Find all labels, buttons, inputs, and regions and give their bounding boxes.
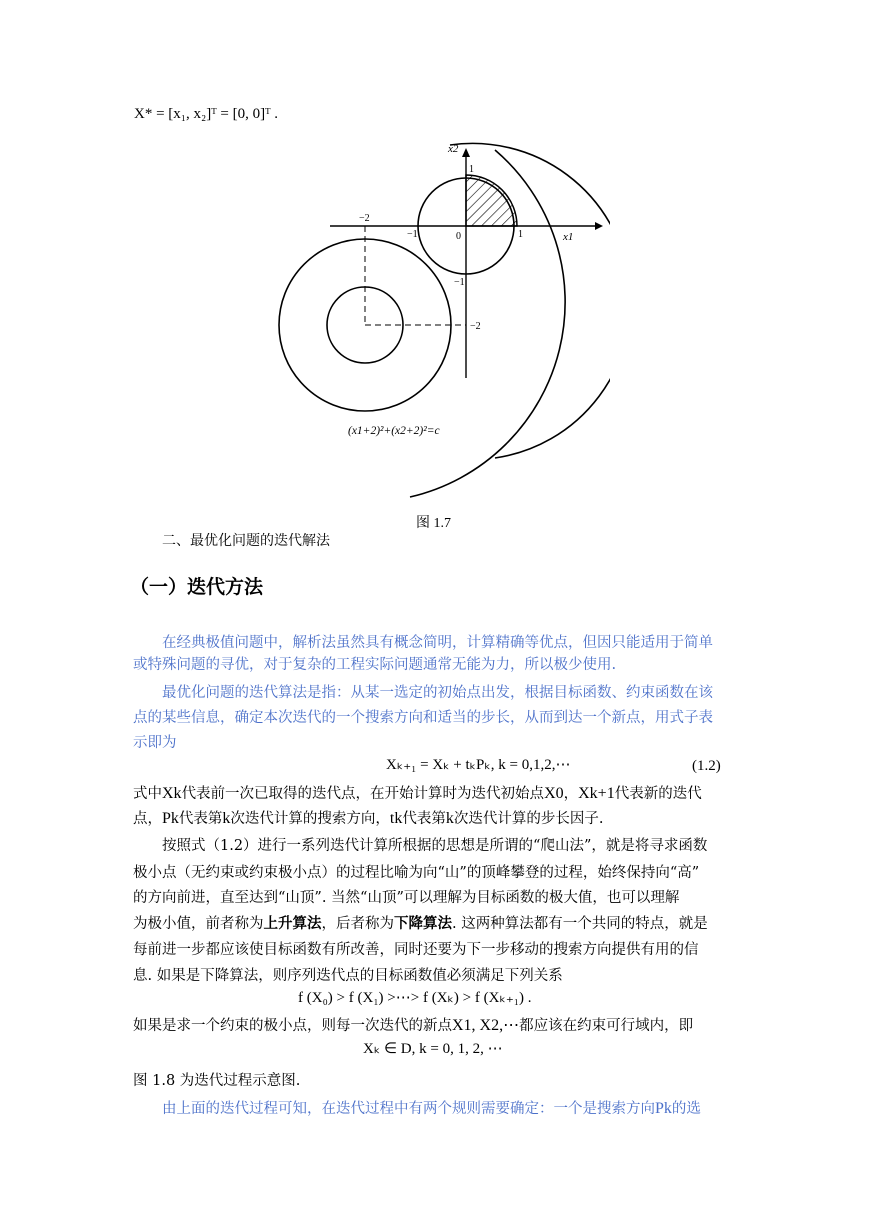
text-segment: 代表前一次已取得的迭代点，在开始计算时为迭代初始点 [181,786,545,802]
paragraph-4-line-5: 每前进一步都应该使目标函数有所改善，同时还要为下一步移动的搜索方向提供有用的信 [133,942,699,958]
tick-label-neg2-x: −2 [359,213,370,224]
paragraph-2-line-1: 最优化问题的迭代算法是指：从某一选定的初始点出发，根据目标函数、约束函数在该 [162,685,713,701]
symbol-x1-x2: X1, X2,⋯ [452,1017,520,1034]
top-equation: X* = [x₁, x₂]ᵀ = [0, 0]ᵀ . [134,106,279,122]
paragraph-3-line-1 [133,781,702,807]
paragraph-1-line-2: 或特殊问题的寻优，对于复杂的工程实际问题通常无能为力，所以极少使用. [133,657,617,673]
paragraph-6-line-1: 图 1.8 为迭代过程示意图. [133,1073,301,1089]
equation-descent-chain: f (X₀) > f (X₁) >⋯> f (Xₖ) > f (Xₖ₊₁) . [298,990,532,1006]
text-segment: 如果是求一个约束的极小点，则每一次迭代的新点 [133,1018,452,1034]
paragraph-4-line-2: 极小点（无约束或约束极小点）的过程比喻为向“山”的顶峰攀登的过程，始终保持向“高” [133,865,700,881]
equation-1-2-number: (1.2) [692,758,721,774]
text-segment: ， [563,786,579,802]
axis-label-x1: x1 [563,231,574,243]
tick-label-neg1-y: −1 [454,277,465,288]
y-axis-arrow [462,148,470,157]
tick-label-one-x: 1 [518,229,523,240]
symbol-k: k [222,810,231,827]
paragraph-2-line-2: 点的某些信息，确定本次迭代的一个搜索方向和适当的步长，从而到达一个新点，用式子表 [133,710,713,726]
paragraph-4-line-1: 按照式（1.2）进行一系列迭代计算所根据的思想是所谓的“爬山法”，就是将寻求函数 [162,838,708,854]
symbol-tk: tk [389,810,403,827]
text-segment: 都应该在约束可行域内，即 [519,1018,694,1034]
text-segment: 式中 [133,786,162,802]
contour-equation-label: (x1+2)²+(x2+2)²=c [348,425,440,437]
paragraph-7-line-1 [162,1096,701,1122]
symbol-k: k [445,810,454,827]
tick-label-neg2-y: −2 [470,321,481,332]
equation-1-2: Xₖ₊₁ = Xₖ + tₖPₖ, k = 0,1,2,⋯ [386,757,571,773]
text-segment: 代表第 [178,811,223,827]
section-heading: 二、最优化问题的迭代解法 [162,533,330,549]
text-segment: 代表新的迭代 [614,786,702,802]
paragraph-3-line-2 [133,806,603,832]
paragraph-2-line-3: 示即为 [133,735,177,751]
text-segment: 的选 [671,1101,701,1117]
paragraph-4-line-6: 息. 如果是下降算法，则序列迭代点的目标函数值必须满足下列关系 [133,968,563,984]
symbol-xk1: Xk+1 [578,785,615,802]
figure-1-7-contour-plot [270,140,610,510]
tick-label-one-y: 1 [469,164,474,175]
axis-label-x2: x2 [448,143,459,155]
feasible-region-hatch [466,175,517,226]
paragraph-4-line-4 [133,911,708,937]
text-segment: . 这两种算法都有一个共同的特点，就是 [452,916,708,932]
paragraph-1-line-1: 在经典极值问题中，解析法虽然具有概念简明，计算精确等优点，但因只能适用于简单 [162,635,713,651]
subsection-heading: （一）迭代方法 [130,576,264,598]
text-segment: 为极小值，前者称为 [133,916,264,932]
term-descent-algorithm: 下降算法 [394,915,452,932]
term-ascent-algorithm: 上升算法 [263,915,322,932]
symbol-xk: Xk [162,785,182,802]
symbol-x0: X0 [544,785,564,802]
text-segment: 由上面的迭代过程可知，在迭代过程中有两个规则需要确定：一个是搜索方向 [162,1101,655,1117]
tick-label-zero: 0 [456,231,461,242]
text-segment: 次迭代计算的步长因子. [453,811,604,827]
text-segment: 次迭代计算的搜索方向， [230,811,390,827]
paragraph-4-line-3: 的方向前进，直至达到“山顶”. 当然“山顶”可以理解为目标函数的极大值，也可以理解 [133,890,680,906]
symbol-pk: Pk [655,1100,672,1117]
text-segment: 点， [133,811,162,827]
symbol-pk: Pk [162,810,179,827]
figure-caption: 图 1.7 [416,516,451,531]
tick-label-neg1-x: −1 [407,229,418,240]
paragraph-5-line-1 [133,1013,693,1039]
x-axis-arrow [595,222,603,230]
equation-feasible-domain: Xₖ ∈ D, k = 0, 1, 2, ⋯ [363,1041,503,1057]
text-segment: 代表第 [402,811,446,827]
text-segment: ，后者称为 [321,916,394,932]
